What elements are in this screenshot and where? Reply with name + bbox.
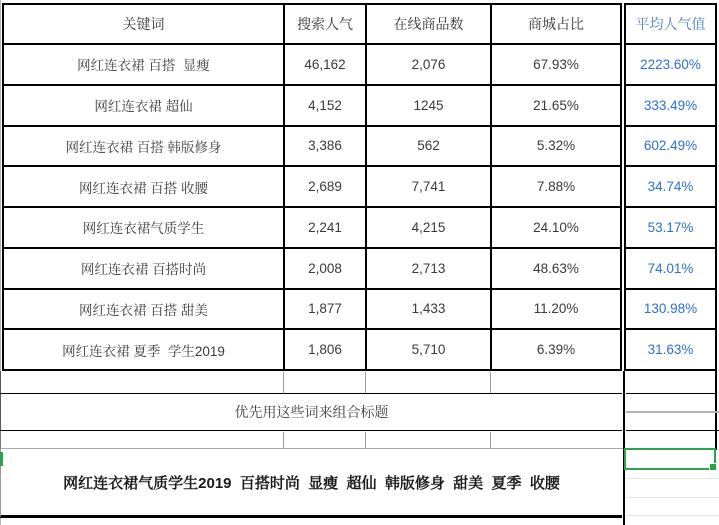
cell-product-count[interactable]: 1,433: [365, 288, 490, 329]
cell-search-volume[interactable]: 46,162: [283, 43, 365, 84]
grid-line: [626, 430, 719, 431]
cell-avg-popularity[interactable]: 333.49%: [626, 84, 715, 125]
grid-line: [283, 372, 284, 393]
header-cell-keyword[interactable]: 关键词: [122, 16, 165, 32]
cell-mall-ratio[interactable]: 24.10%: [490, 206, 620, 247]
cell-product-count[interactable]: 4,215: [365, 206, 490, 247]
grid-line: [626, 515, 719, 516]
cell-search-volume[interactable]: 2,689: [283, 165, 365, 206]
keyword-table: [2, 3, 622, 371]
cell-mall-ratio[interactable]: 48.63%: [490, 247, 620, 288]
cell-avg-popularity[interactable]: 53.17%: [626, 206, 715, 247]
cell-search-volume[interactable]: 2,008: [283, 247, 365, 288]
cell-mall-ratio[interactable]: 21.65%: [490, 84, 620, 125]
fill-handle[interactable]: [709, 463, 717, 471]
cell-mall-ratio[interactable]: 5.32%: [490, 125, 620, 166]
cell-avg-popularity[interactable]: 34.74%: [626, 165, 715, 206]
combined-title-merged-cell[interactable]: 网红连衣裙气质学生2019 百搭时尚 显瘦 超仙 韩版修身 甜美 夏季 收腰: [0, 449, 622, 518]
cell-keyword[interactable]: 网红连衣裙 夏季 学生2019: [4, 328, 283, 369]
grid-line: [283, 432, 284, 449]
grid-line: [626, 411, 719, 413]
cell-keyword[interactable]: 网红连衣裙 百搭 甜美: [4, 288, 283, 329]
grid-line: [490, 432, 491, 449]
cell-search-volume[interactable]: 3,386: [283, 125, 365, 166]
cell-product-count[interactable]: 2,076: [365, 43, 490, 84]
cell-avg-popularity[interactable]: 74.01%: [626, 247, 715, 288]
empty-row[interactable]: [0, 371, 622, 394]
cell-search-volume[interactable]: 1,806: [283, 328, 365, 369]
cell-keyword[interactable]: 网红连衣裙 百搭 韩版修身: [4, 125, 283, 166]
cell-product-count[interactable]: 562: [365, 125, 490, 166]
cell-mall-ratio[interactable]: 6.39%: [490, 328, 620, 369]
cell-mall-ratio[interactable]: 7.88%: [490, 165, 620, 206]
grid-line: [626, 478, 719, 479]
header-cell-mall-ratio[interactable]: 商城占比: [490, 5, 620, 43]
cell-mall-ratio[interactable]: 67.93%: [490, 43, 620, 84]
cell-keyword[interactable]: 网红连衣裙 超仙: [4, 84, 283, 125]
header-cell-product-count[interactable]: 在线商品数: [365, 5, 490, 43]
grid-line: [626, 497, 719, 498]
cell-avg-popularity[interactable]: 602.49%: [626, 125, 715, 166]
cell-keyword[interactable]: 网红连衣裙气质学生: [4, 206, 283, 247]
avg-popularity-column: [624, 3, 717, 371]
cell-avg-popularity[interactable]: 2223.60%: [626, 43, 715, 84]
row-selection-tick: [0, 452, 3, 466]
grid-line: [365, 372, 366, 393]
cell-search-volume[interactable]: 1,877: [283, 288, 365, 329]
cell-keyword[interactable]: 网红连衣裙 百搭时尚: [4, 247, 283, 288]
grid-line: [490, 372, 491, 393]
cell-product-count[interactable]: 2,713: [365, 247, 490, 288]
cell-mall-ratio[interactable]: 11.20%: [490, 288, 620, 329]
grid-line: [626, 393, 717, 394]
cell-product-count[interactable]: 7,741: [365, 165, 490, 206]
cell-product-count[interactable]: 1245: [365, 84, 490, 125]
cell-avg-popularity[interactable]: 130.98%: [626, 288, 715, 329]
hint-merged-cell[interactable]: 优先用这些词来组合标题: [0, 394, 622, 431]
cell-avg-popularity[interactable]: 31.63%: [626, 328, 715, 369]
header-cell-search-volume[interactable]: 搜索人气: [283, 5, 365, 43]
cell-keyword[interactable]: 网红连衣裙 百搭 显瘦: [4, 43, 283, 84]
header-cell-avg-popularity[interactable]: 平均人气值: [635, 16, 706, 32]
cell-search-volume[interactable]: 2,241: [283, 206, 365, 247]
grid-line: [365, 432, 366, 449]
empty-row[interactable]: [0, 431, 623, 449]
cell-keyword[interactable]: 网红连衣裙 百搭 收腰: [4, 165, 283, 206]
cell-search-volume[interactable]: 4,152: [283, 84, 365, 125]
selected-cell[interactable]: [624, 448, 716, 470]
cell-product-count[interactable]: 5,710: [365, 328, 490, 369]
